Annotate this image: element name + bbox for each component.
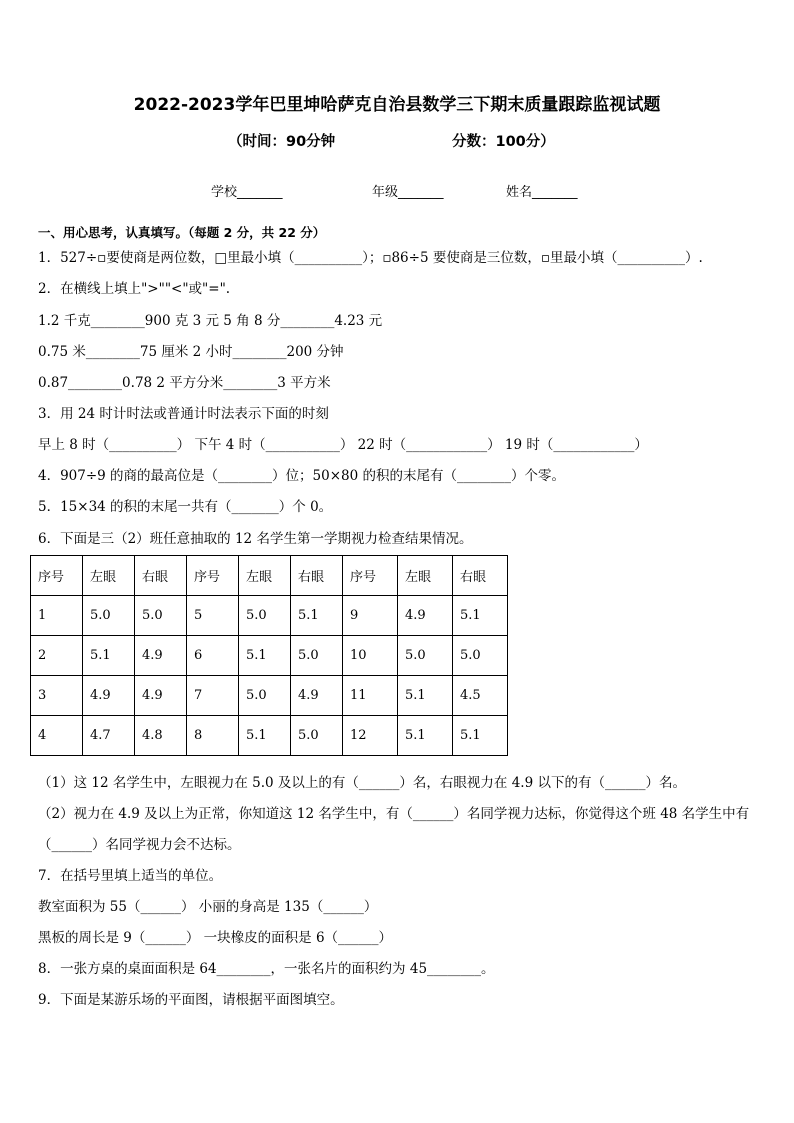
table-cell: 10 — [343, 636, 398, 676]
table-cell: 4 — [31, 716, 83, 756]
section-heading: 一、用心思考，认真填写。（每题 2 分，共 22 分） — [38, 225, 326, 240]
question-1: 1．527÷▫要使商是两位数，□里最小填（__________）；▫86÷5 要使商是三位数，▫里最小填（__________）. — [38, 250, 703, 266]
table-cell: 5.1 — [453, 596, 508, 636]
table-cell: 2 — [31, 636, 83, 676]
table-cell: 5.1 — [398, 716, 453, 756]
question-8: 8．一张方桌的桌面面积是 64________，一张名片的面积约为 45________。 — [38, 961, 495, 977]
table-cell: 5.0 — [291, 636, 343, 676]
table-header-cell: 左眼 — [83, 556, 135, 596]
question-6-part-1: （1）这 12 名学生中，左眼视力在 5.0 及以上的有（______）名，右眼视力在 4.9 以下的有（______）名。 — [38, 775, 686, 791]
table-cell: 5.0 — [135, 596, 187, 636]
table-cell: 5.1 — [83, 636, 135, 676]
exam-score: 分数：100分） — [452, 134, 555, 150]
question-7: 7．在括号里填上适当的单位。 — [38, 868, 223, 884]
table-header-cell: 右眼 — [453, 556, 508, 596]
page-title: 2022-2023学年巴里坤哈萨克自治县数学三下期末质量跟踪监视试题 — [133, 95, 661, 115]
question-6-part-2: （2）视力在 4.9 及以上为正常，你知道这 12 名学生中，有（______）名同学视力达标，你觉得这个班 48 名学生中有 — [38, 806, 750, 822]
table-row — [31, 636, 508, 676]
question-4: 4．907÷9 的商的最高位是（________）位；50×80 的积的末尾有（________）个零。 — [38, 468, 566, 484]
table-header-cell: 右眼 — [291, 556, 343, 596]
question-2-row-2: 0.75 米________75 厘米 2 小时________200 分钟 — [38, 344, 344, 360]
table-cell: 5.1 — [239, 636, 291, 676]
table-cell: 4.9 — [398, 596, 453, 636]
table-cell: 4.7 — [83, 716, 135, 756]
table-cell: 5.0 — [453, 636, 508, 676]
table-cell: 4.9 — [83, 676, 135, 716]
table-cell: 5.0 — [239, 596, 291, 636]
table-cell: 12 — [343, 716, 398, 756]
table-cell: 5.0 — [398, 636, 453, 676]
question-6: 6．下面是三（2）班任意抽取的 12 名学生第一学期视力检查结果情况。 — [38, 531, 473, 547]
table-row — [31, 596, 508, 636]
table-cell: 6 — [187, 636, 239, 676]
table-row — [31, 716, 508, 756]
table-cell: 1 — [31, 596, 83, 636]
table-cell: 5 — [187, 596, 239, 636]
table-header-row — [31, 556, 508, 596]
exam-time: （时间：90分钟 — [228, 134, 336, 150]
question-3: 3．用 24 时计时法或普通计时法表示下面的时刻 — [38, 406, 329, 422]
vision-table — [30, 555, 508, 756]
school-field: 学校_______ — [211, 185, 283, 200]
table-header-cell: 序号 — [31, 556, 83, 596]
table-cell: 5.0 — [83, 596, 135, 636]
question-5: 5．15×34 的积的末尾一共有（_______）个 0。 — [38, 499, 333, 515]
table-cell: 4.8 — [135, 716, 187, 756]
question-9: 9．下面是某游乐场的平面图，请根据平面图填空。 — [38, 992, 344, 1008]
question-7-row-2: 黑板的周长是 9（______） 一块橡皮的面积是 6（______） — [38, 930, 393, 946]
table-cell: 11 — [343, 676, 398, 716]
table-header-cell: 左眼 — [239, 556, 291, 596]
table-cell: 4.9 — [135, 676, 187, 716]
table-header-cell: 序号 — [343, 556, 398, 596]
question-6-part-2-cont: （______）名同学视力会不达标。 — [38, 837, 241, 853]
table-cell: 8 — [187, 716, 239, 756]
table-cell: 3 — [31, 676, 83, 716]
table-cell: 5.1 — [239, 716, 291, 756]
question-2: 2．在横线上填上">""<"或"=". — [38, 281, 231, 297]
question-7-row-1: 教室面积为 55（______） 小丽的身高是 135（______） — [38, 899, 378, 915]
table-row — [31, 676, 508, 716]
question-2-row-1: 1.2 千克________900 克 3 元 5 角 8 分________4.23 元 — [38, 313, 383, 329]
table-header-cell: 右眼 — [135, 556, 187, 596]
table-cell: 4.9 — [291, 676, 343, 716]
table-cell: 4.5 — [453, 676, 508, 716]
table-cell: 5.1 — [453, 716, 508, 756]
table-cell: 9 — [343, 596, 398, 636]
grade-field: 年级_______ — [372, 185, 444, 200]
table-cell: 5.1 — [398, 676, 453, 716]
question-2-row-3: 0.87________0.78 2 平方分米________3 平方米 — [38, 375, 331, 391]
table-header-cell: 序号 — [187, 556, 239, 596]
table-header-cell: 左眼 — [398, 556, 453, 596]
table-cell: 7 — [187, 676, 239, 716]
table-cell: 4.9 — [135, 636, 187, 676]
table-cell: 5.1 — [291, 596, 343, 636]
name-field: 姓名_______ — [506, 185, 578, 200]
table-cell: 5.0 — [291, 716, 343, 756]
question-3-row-1: 早上 8 时（__________） 下午 4 时（___________） 22 时（____________） 19 时（____________） — [38, 437, 648, 453]
table-cell: 5.0 — [239, 676, 291, 716]
